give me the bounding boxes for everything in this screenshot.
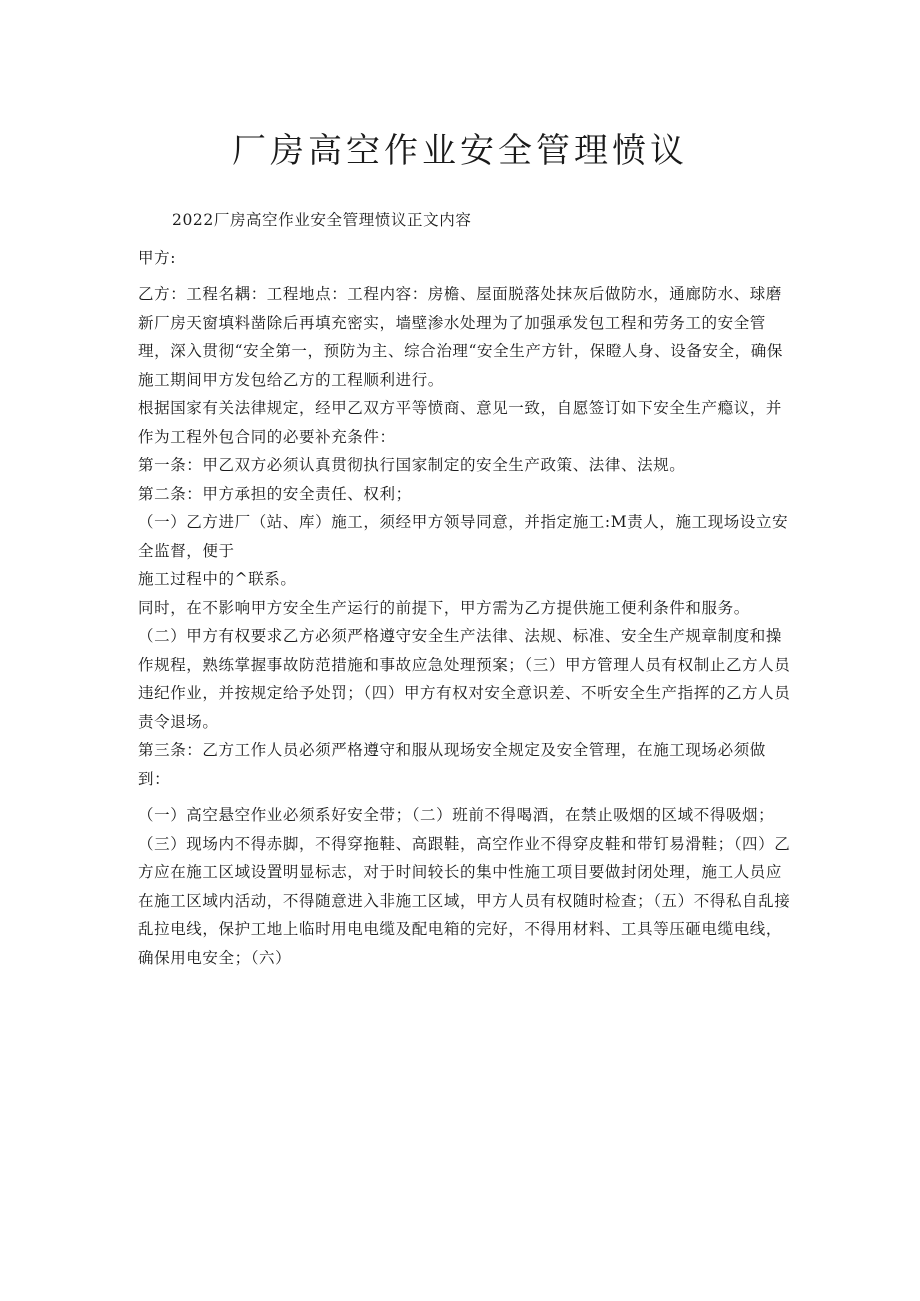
document-title: 厂房高空作业安全管理愤议	[232, 131, 688, 171]
paragraph-article-2-item-1: （一）乙方进厂（站、库）施工，须经甲方领导同意，并指定施工:M责人，施工现场设立安全监督，便于	[138, 513, 789, 560]
paragraph-article-2-items-2-4: （二）甲方有权要求乙方必须严格遵守安全生产法律、法规、标准、安全生产规章制度和操作规程，熟练掌握事故防范措施和事故应急处理预案；（三）甲方管理人员有权制止乙方人员违纪作业，并按规定给予处罚；（四）甲方有权对安全意识差、不听安全生产指挥的乙方人员责令退场。	[138, 627, 791, 731]
paragraph-article-3-items: （一）高空悬空作业必须系好安全带；（二）班前不得喝酒，在禁止吸烟的区域不得吸烟；（三）现场内不得赤脚，不得穿拖鞋、高跟鞋，高空作业不得穿皮鞋和带钉易滑鞋；（四）乙方应在施工区域设置明显标志，对于时间较长的集中性施工项目要做封闭处理，施工人员应在施工区域内活动，不得随意进入非施工区域，甲方人员有权随时检查；（五）不得私自乱接乱拉电线，保护工地上临时用电电缆及配电箱的完好，不得用材料、工具等压砸电缆电线，确保用电安全；（六）	[138, 806, 791, 967]
paragraph-party-b: 乙方：工程名耦：工程地点：工程内容：房檐、屋面脱落处抹灰后做防水，通廊防水、球磨新厂房天窗填料凿除后再填充密实，墙壁渗水处理为了加强承发包工程和劳务工的安全管理，深入贯彻“安全第一，预防为主、综合治理“安全生产方针，保瞪人身、设备安全，确保施工期间甲方发包给乙方的工程顺利进行。	[138, 285, 783, 389]
paragraph-article-1: 第一条：甲乙双方必须认真贯彻执行国家制定的安全生产政策、法律、法规。	[138, 456, 686, 474]
paragraph-article-3: 第三条：乙方工作人员必须严格遵守和服从现场安全规定及安全管理，在施工现场必须做到：	[138, 741, 766, 788]
paragraph-article-2-services: 同时，在不影响甲方安全生产运行的前提下，甲方需为乙方提供施工便利条件和服务。	[138, 598, 750, 617]
paragraph-article-2: 第二条：甲方承担的安全责任、权利；	[138, 484, 412, 503]
paragraph-party-a: 甲方:	[138, 248, 177, 267]
paragraph-legal-basis: 根据国家有关法律规定，经甲乙双方平等愤商、意见一致，自愿签订如下安全生产瘾议，并作为工程外包合同的必要补充条件：	[138, 399, 783, 446]
document-subtitle: 2022厂房高空作业安全管理愤议正文内容	[172, 211, 472, 229]
document-body	[138, 206, 798, 972]
paragraph-article-2-item-1-cont: 施工过程中的^联系。	[138, 570, 297, 588]
